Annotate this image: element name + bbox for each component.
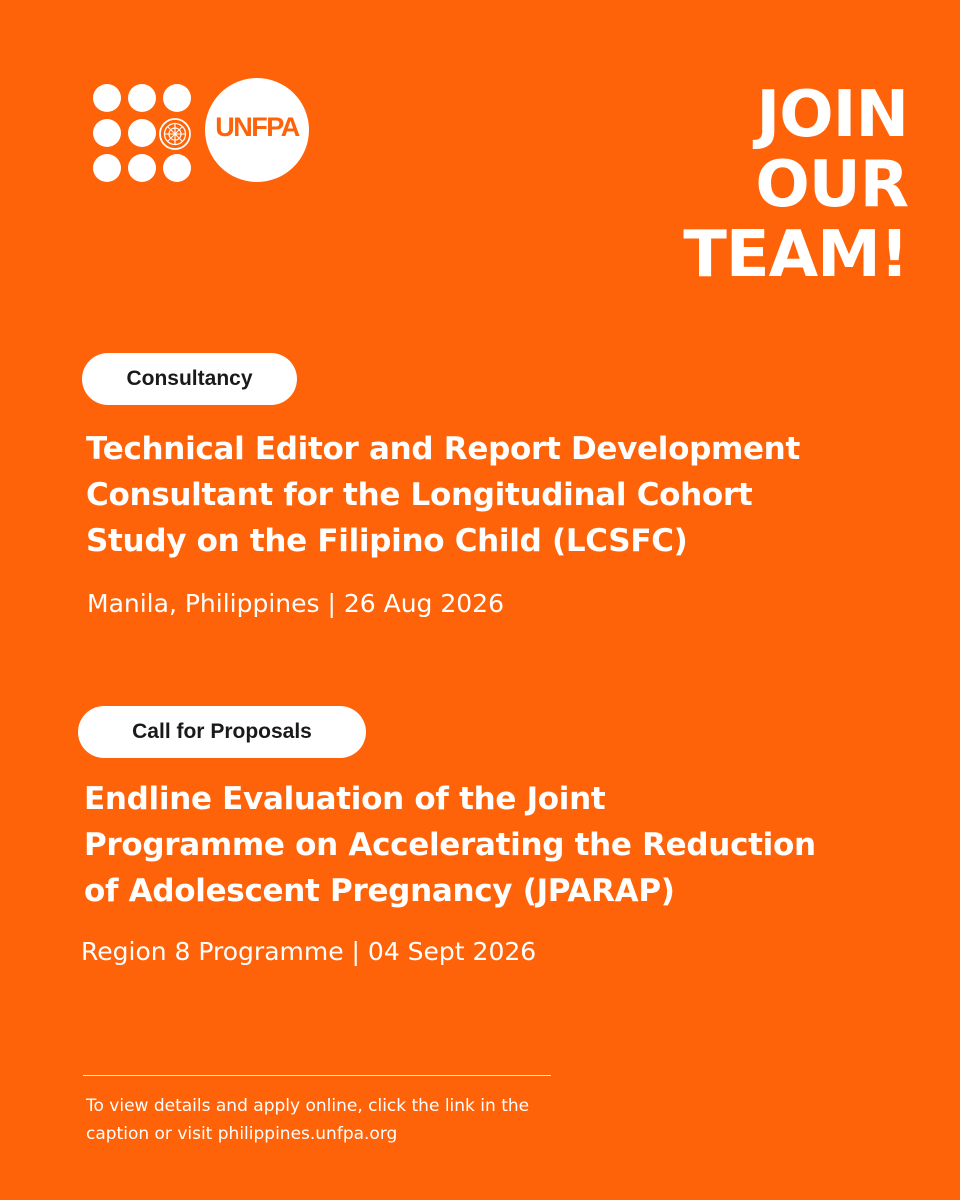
logo-wordmark: UNFPA xyxy=(215,112,299,142)
job-title-line: Programme on Accelerating the Reduction xyxy=(84,827,816,863)
logo-dot xyxy=(93,84,121,112)
job-title-line: Endline Evaluation of the Joint xyxy=(84,781,606,817)
job-title-line: Consultant for the Longitudinal Cohort xyxy=(86,477,753,513)
job-title-line: Technical Editor and Report Development xyxy=(86,431,800,467)
headline-line: JOIN xyxy=(756,78,908,152)
footer-line: caption or visit philippines.unfpa.org xyxy=(86,1124,398,1144)
logo-dot xyxy=(93,154,121,182)
logo-dot xyxy=(128,119,156,147)
job-location-date: Manila, Philippines | 26 Aug 2026 xyxy=(87,589,504,618)
footer-note xyxy=(86,1092,606,1148)
logo-dot xyxy=(163,154,191,182)
footer-line: To view details and apply online, click the link in the xyxy=(86,1096,530,1116)
logo-dot xyxy=(128,84,156,112)
job-title xyxy=(86,426,800,564)
job-title-line: of Adolescent Pregnancy (JPARAP) xyxy=(84,873,675,909)
logo-dot xyxy=(163,84,191,112)
join-our-team-headline xyxy=(683,80,908,290)
headline-line: OUR xyxy=(755,148,908,222)
footer-divider xyxy=(83,1075,551,1076)
job-title-line: Study on the Filipino Child (LCSFC) xyxy=(86,523,688,559)
category-badge-call-for-proposals: Call for Proposals xyxy=(78,706,366,758)
job-title xyxy=(84,776,816,914)
category-badge-consultancy: Consultancy xyxy=(82,353,297,405)
logo-dot xyxy=(93,119,121,147)
un-emblem-icon xyxy=(158,117,192,151)
logo-dot xyxy=(128,154,156,182)
headline-line: TEAM! xyxy=(683,218,908,292)
job-location-date: Region 8 Programme | 04 Sept 2026 xyxy=(81,937,537,966)
